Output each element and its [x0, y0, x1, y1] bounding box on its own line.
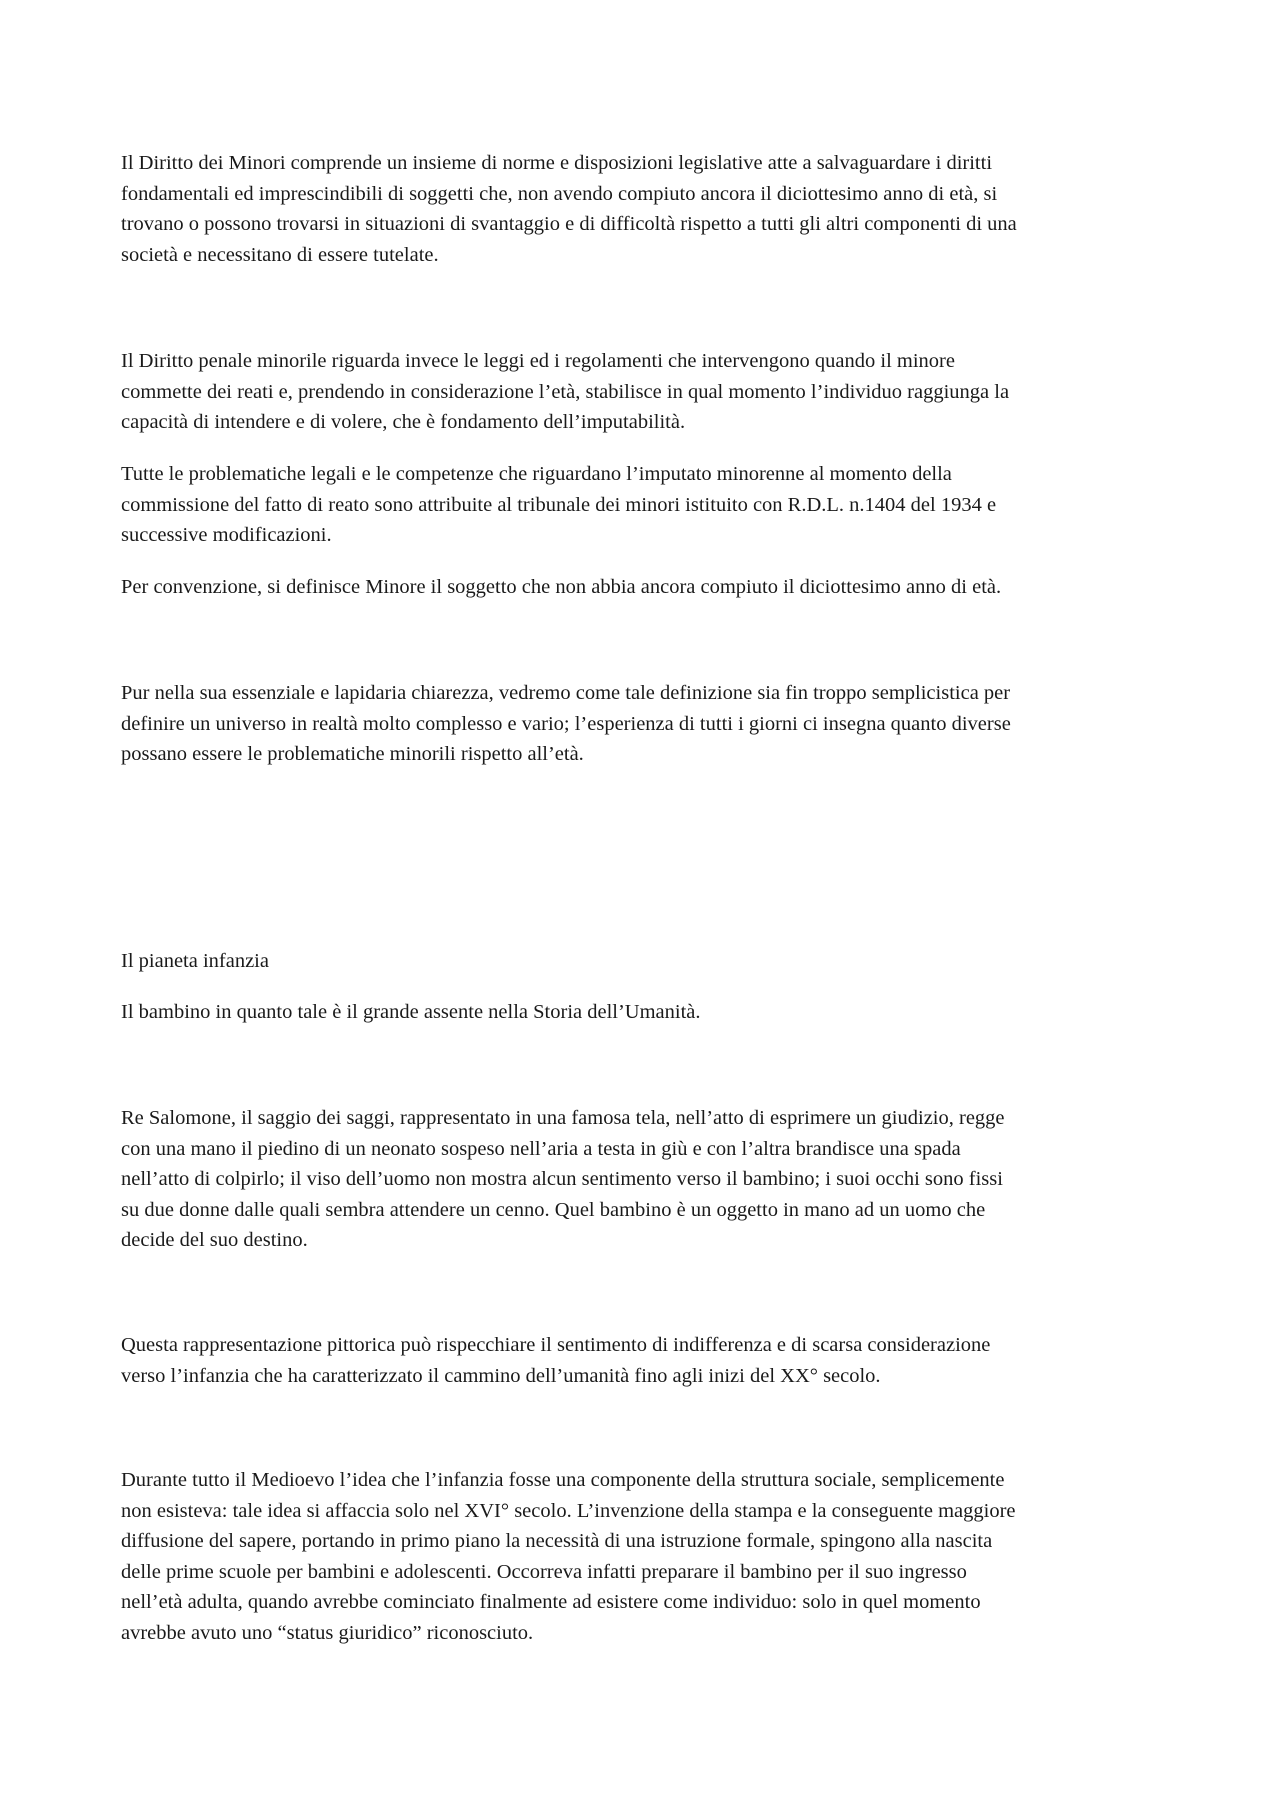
paragraph-diritto-minori: Il Diritto dei Minori comprende un insieme di norme e disposizioni legislative atte a salvaguardare i diritti fondamentali ed imprescindibili di soggetti che, non avendo compiuto ancora il diciottesimo anno di età, si trovano o possono trovarsi in situazioni di svantaggio e di difficoltà rispetto a tutti gli altri componenti di una società e necessitano di essere tutelate.	[121, 152, 1017, 266]
paragraph-definizione-minore: Per convenzione, si definisce Minore il soggetto che non abbia ancora compiuto il diciottesimo anno di età.	[121, 576, 1002, 598]
paragraph-bambino-assente: Il bambino in quanto tale è il grande assente nella Storia dell’Umanità.	[121, 1001, 701, 1023]
paragraph-diritto-penale: Il Diritto penale minorile riguarda invece le leggi ed i regolamenti che intervengono quando il minore commette dei reati e, prendendo in considerazione l’età, stabilisce in qual momento l’individuo raggiunga la capacità di intendere e di volere, che è fondamento dell’imputabilità.	[121, 350, 1010, 433]
paragraph-chiarezza: Pur nella sua essenziale e lapidaria chiarezza, vedremo come tale definizione sia fin troppo semplicistica per definire un universo in realtà molto complesso e vario; l’esperienza di tutti i giorni ci insegna quanto diverse possano essere le problematiche minorili rispetto all’età.	[121, 682, 1011, 765]
paragraph-re-salomone: Re Salomone, il saggio dei saggi, rappresentato in una famosa tela, nell’atto di esprimere un giudizio, regge con una mano il piedino di un neonato sospeso nell’aria a testa in giù e con l’altra brandisce una spada nell’atto di colpirlo; il viso dell’uomo non mostra alcun sentimento verso il bambino; i suoi occhi sono fissi su due donne dalle quali sembra attendere un cenno. Quel bambino è un oggetto in mano ad un uomo che decide del suo destino.	[121, 1107, 1005, 1251]
section-heading: Il pianeta infanzia	[121, 950, 269, 972]
paragraph-competenze: Tutte le problematiche legali e le competenze che riguardano l’imputato minorenne al momento della commissione del fatto di reato sono attribuite al tribunale dei minori istituito con R.D.L. n.1404 del 1934 e successive modificazioni.	[121, 463, 997, 546]
paragraph-rappresentazione: Questa rappresentazione pittorica può rispecchiare il sentimento di indifferenza e di scarsa considerazione verso l’infanzia che ha caratterizzato il cammino dell’umanità fino agli inizi del XX° secolo.	[121, 1334, 991, 1387]
paragraph-medioevo: Durante tutto il Medioevo l’idea che l’infanzia fosse una componente della struttura sociale, semplicemente non esisteva: tale idea si affaccia solo nel XVI° secolo. L’invenzione della stampa e la conseguente maggiore diffusione del sapere, portando in primo piano la necessità di una istruzione formale, spingono alla nascita delle prime scuole per bambini e adolescenti. Occorreva infatti preparare il bambino per il suo ingresso nell’età adulta, quando avrebbe cominciato finalmente ad esistere come individuo: solo in quel momento avrebbe avuto uno “status giuridico” riconosciuto.	[121, 1469, 1016, 1644]
